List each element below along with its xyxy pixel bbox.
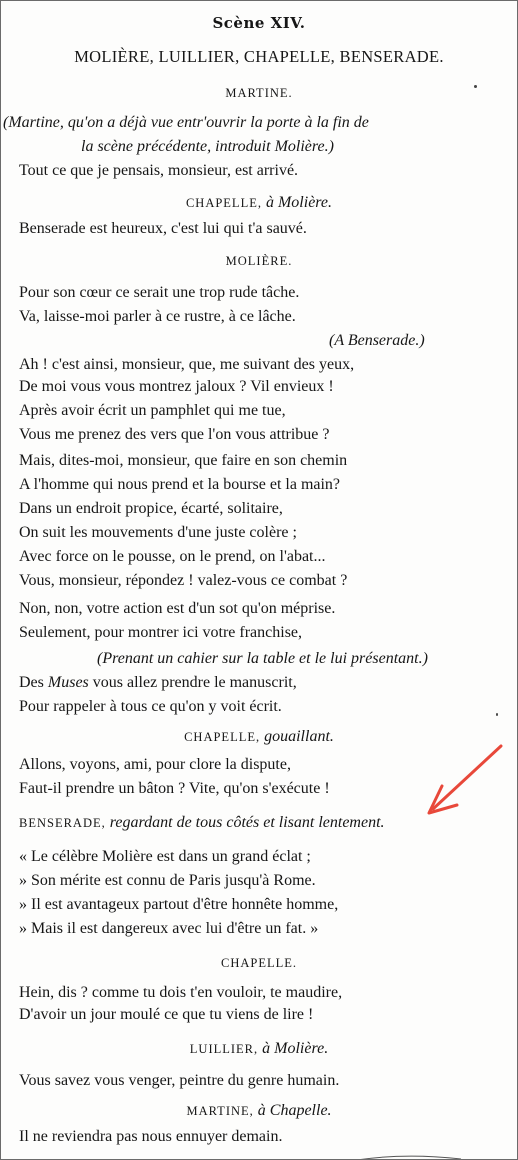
verse-line: Vous savez vous venger, peintre du genre humain. <box>19 1072 340 1089</box>
verse-text: vous allez prendre le manuscrit, <box>92 674 297 691</box>
verse-italic: Muses <box>47 674 89 691</box>
verse-line: Va, laisse-moi parler à ce rustre, à ce lâche. <box>19 308 296 325</box>
stage-direction: la scène précédente, introduit Molière.) <box>81 138 334 155</box>
stage-direction: (Prenant un cahier sur la table et le lui présentant.) <box>97 650 428 667</box>
verse-line: De moi vous vous montrez jaloux ? Vil envieux ! <box>19 378 334 395</box>
verse-text: Des <box>19 674 44 691</box>
scene-cast: MOLIÈRE, LUILLIER, CHAPELLE, BENSERADE. <box>74 47 444 66</box>
quoted-verse: » Son mérite est connu de Paris jusqu'à Rome. <box>19 872 316 889</box>
verse-line: A l'homme qui nous prend et la bourse et la main? <box>19 476 341 493</box>
verse-line: Mais, dites-moi, monsieur, que faire en son chemin <box>19 452 348 469</box>
verse-line: Il ne reviendra pas nous ennuyer demain. <box>19 1128 283 1145</box>
verse-line: Pour rappeler à tous ce qu'on y voit écrit. <box>19 698 282 715</box>
speaker-name: LUILLIER, <box>189 1042 259 1056</box>
speaker-direction: gouaillant. <box>264 728 334 745</box>
verse-line: On suit les mouvements d'une juste colère ; <box>19 524 297 541</box>
speaker-direction: à Chapelle. <box>257 1102 332 1119</box>
scene-title: Scène XIV. <box>212 14 306 32</box>
verse-line: Non, non, votre action est d'un sot qu'on méprise. <box>19 600 336 617</box>
speaker-name: MARTINE, <box>186 1104 254 1118</box>
speaker-direction: regardant de tous côtés et lisant lentement. <box>109 814 385 831</box>
speaker-name: CHAPELLE, <box>185 196 262 210</box>
speaker-direction: à Molière. <box>265 194 333 211</box>
verse-line: Après avoir écrit un pamphlet qui me tue, <box>19 402 286 419</box>
verse-line: Allons, voyons, ami, pour clore la dispute, <box>19 756 291 773</box>
verse-line: Dans un endroit propice, écarté, solitaire, <box>19 500 283 517</box>
speaker-chapelle: CHAPELLE. <box>220 956 297 970</box>
verse-line: Ah ! c'est ainsi, monsieur, que, me suivant des yeux, <box>19 356 355 373</box>
stage-aside: (A Benserade.) <box>329 332 425 349</box>
verse-line: Seulement, pour montrer ici votre franchise, <box>19 624 303 641</box>
verse-line: Benserade est heureux, c'est lui qui t'a sauvé. <box>19 220 307 237</box>
verse-line: Vous, monsieur, répondez ! valez-vous ce combat ? <box>19 572 348 589</box>
quoted-verse: « Le célèbre Molière est dans un grand éclat ; <box>19 848 311 865</box>
verse-line: Hein, dis ? comme tu dois t'en vouloir, te maudire, <box>19 984 343 1001</box>
annotation-arrow-icon <box>1 1 517 1159</box>
speaker-moliere: MOLIÈRE. <box>225 254 293 268</box>
verse-line: Tout ce que je pensais, monsieur, est arrivé. <box>19 162 299 179</box>
speaker-name: CHAPELLE, <box>184 730 261 744</box>
speaker-name: BENSERADE, <box>19 816 106 830</box>
verse-line: Pour son cœur ce serait une trop rude tâche. <box>19 284 300 301</box>
stage-direction: (Martine, qu'on a déjà vue entr'ouvrir la porte à la fin de <box>3 114 369 131</box>
quoted-verse: » Mais il est dangereux avec lui d'être un fat. » <box>19 920 319 937</box>
verse-line: Avec force on le pousse, on le prend, on l'abat... <box>19 548 326 565</box>
quoted-verse: » Il est avantageux partout d'être honnête homme, <box>19 896 339 913</box>
verse-line: D'avoir un jour moulé ce que tu viens de lire ! <box>19 1006 314 1023</box>
speaker-martine: MARTINE. <box>225 86 293 100</box>
speaker-direction: à Molière. <box>262 1040 329 1057</box>
verse-line: Vous me prenez des vers que l'on vous attribue ? <box>19 426 330 443</box>
verse-line: Faut-il prendre un bâton ? Vite, qu'on s'exécute ! <box>19 780 330 797</box>
